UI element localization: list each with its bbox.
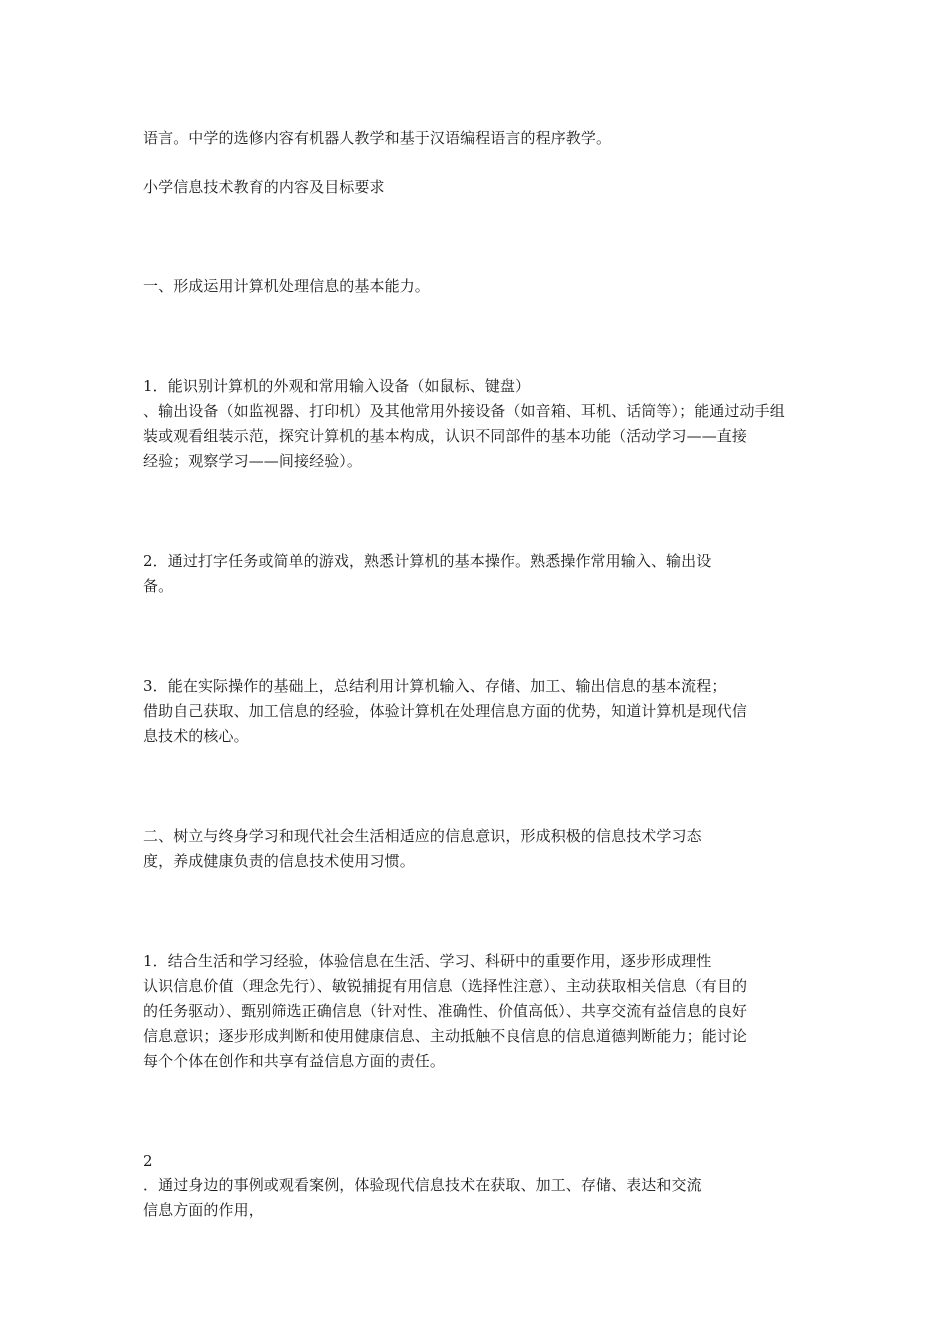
text-line: 经验；观察学习——间接经验）。: [143, 452, 363, 470]
text-line: 借助自己获取、加工信息的经验，体验计算机在处理信息方面的优势，知道计算机是现代信: [143, 702, 748, 720]
section-heading: 度，养成健康负责的信息技术使用习惯。: [143, 852, 415, 870]
text-line: 2: [143, 1152, 153, 1170]
text-line: 1．结合生活和学习经验，体验信息在生活、学习、科研中的重要作用，逐步形成理性: [143, 952, 712, 970]
text-line: ．通过身边的事例或观看案例，体验现代信息技术在获取、加工、存储、表达和交流: [143, 1176, 702, 1194]
text-line: 3．能在实际操作的基础上，总结利用计算机输入、存储、加工、输出信息的基本流程；: [143, 677, 727, 695]
text-line: 信息意识；逐步形成判断和使用健康信息、主动抵触不良信息的信息道德判断能力；能讨论: [143, 1027, 748, 1045]
text-line: 1．能识别计算机的外观和常用输入设备（如鼠标、键盘）: [143, 377, 531, 395]
text-line: 息技术的核心。: [143, 727, 249, 745]
text-line: 装或观看组装示范，探究计算机的基本构成，认识不同部件的基本功能（活动学习——直接: [143, 427, 748, 445]
text-line: 的任务驱动）、甄别筛选正确信息（针对性、准确性、价值高低）、共享交流有益信息的良好: [143, 1002, 748, 1020]
text-line: 2．通过打字任务或简单的游戏，熟悉计算机的基本操作。熟悉操作常用输入、输出设: [143, 552, 712, 570]
text-line: 备。: [143, 577, 174, 595]
text-line: 认识信息价值（理念先行）、敏锐捕捉有用信息（选择性注意）、主动获取相关信息（有目的: [143, 977, 748, 995]
section-heading: 一、形成运用计算机处理信息的基本能力。: [143, 277, 430, 295]
section-heading: 二、树立与终身学习和现代社会生活相适应的信息意识，形成积极的信息技术学习态: [143, 827, 702, 845]
section-heading: 小学信息技术教育的内容及目标要求: [143, 178, 385, 196]
text-line: 语言。中学的选修内容有机器人教学和基于汉语编程语言的程序教学。: [143, 129, 612, 147]
text-line: 每个个体在创作和共享有益信息方面的责任。: [143, 1052, 446, 1070]
text-line: 、输出设备（如监视器、打印机）及其他常用外接设备（如音箱、耳机、话筒等）；能通过动手组: [143, 402, 785, 420]
text-line: 信息方面的作用，: [143, 1201, 264, 1219]
